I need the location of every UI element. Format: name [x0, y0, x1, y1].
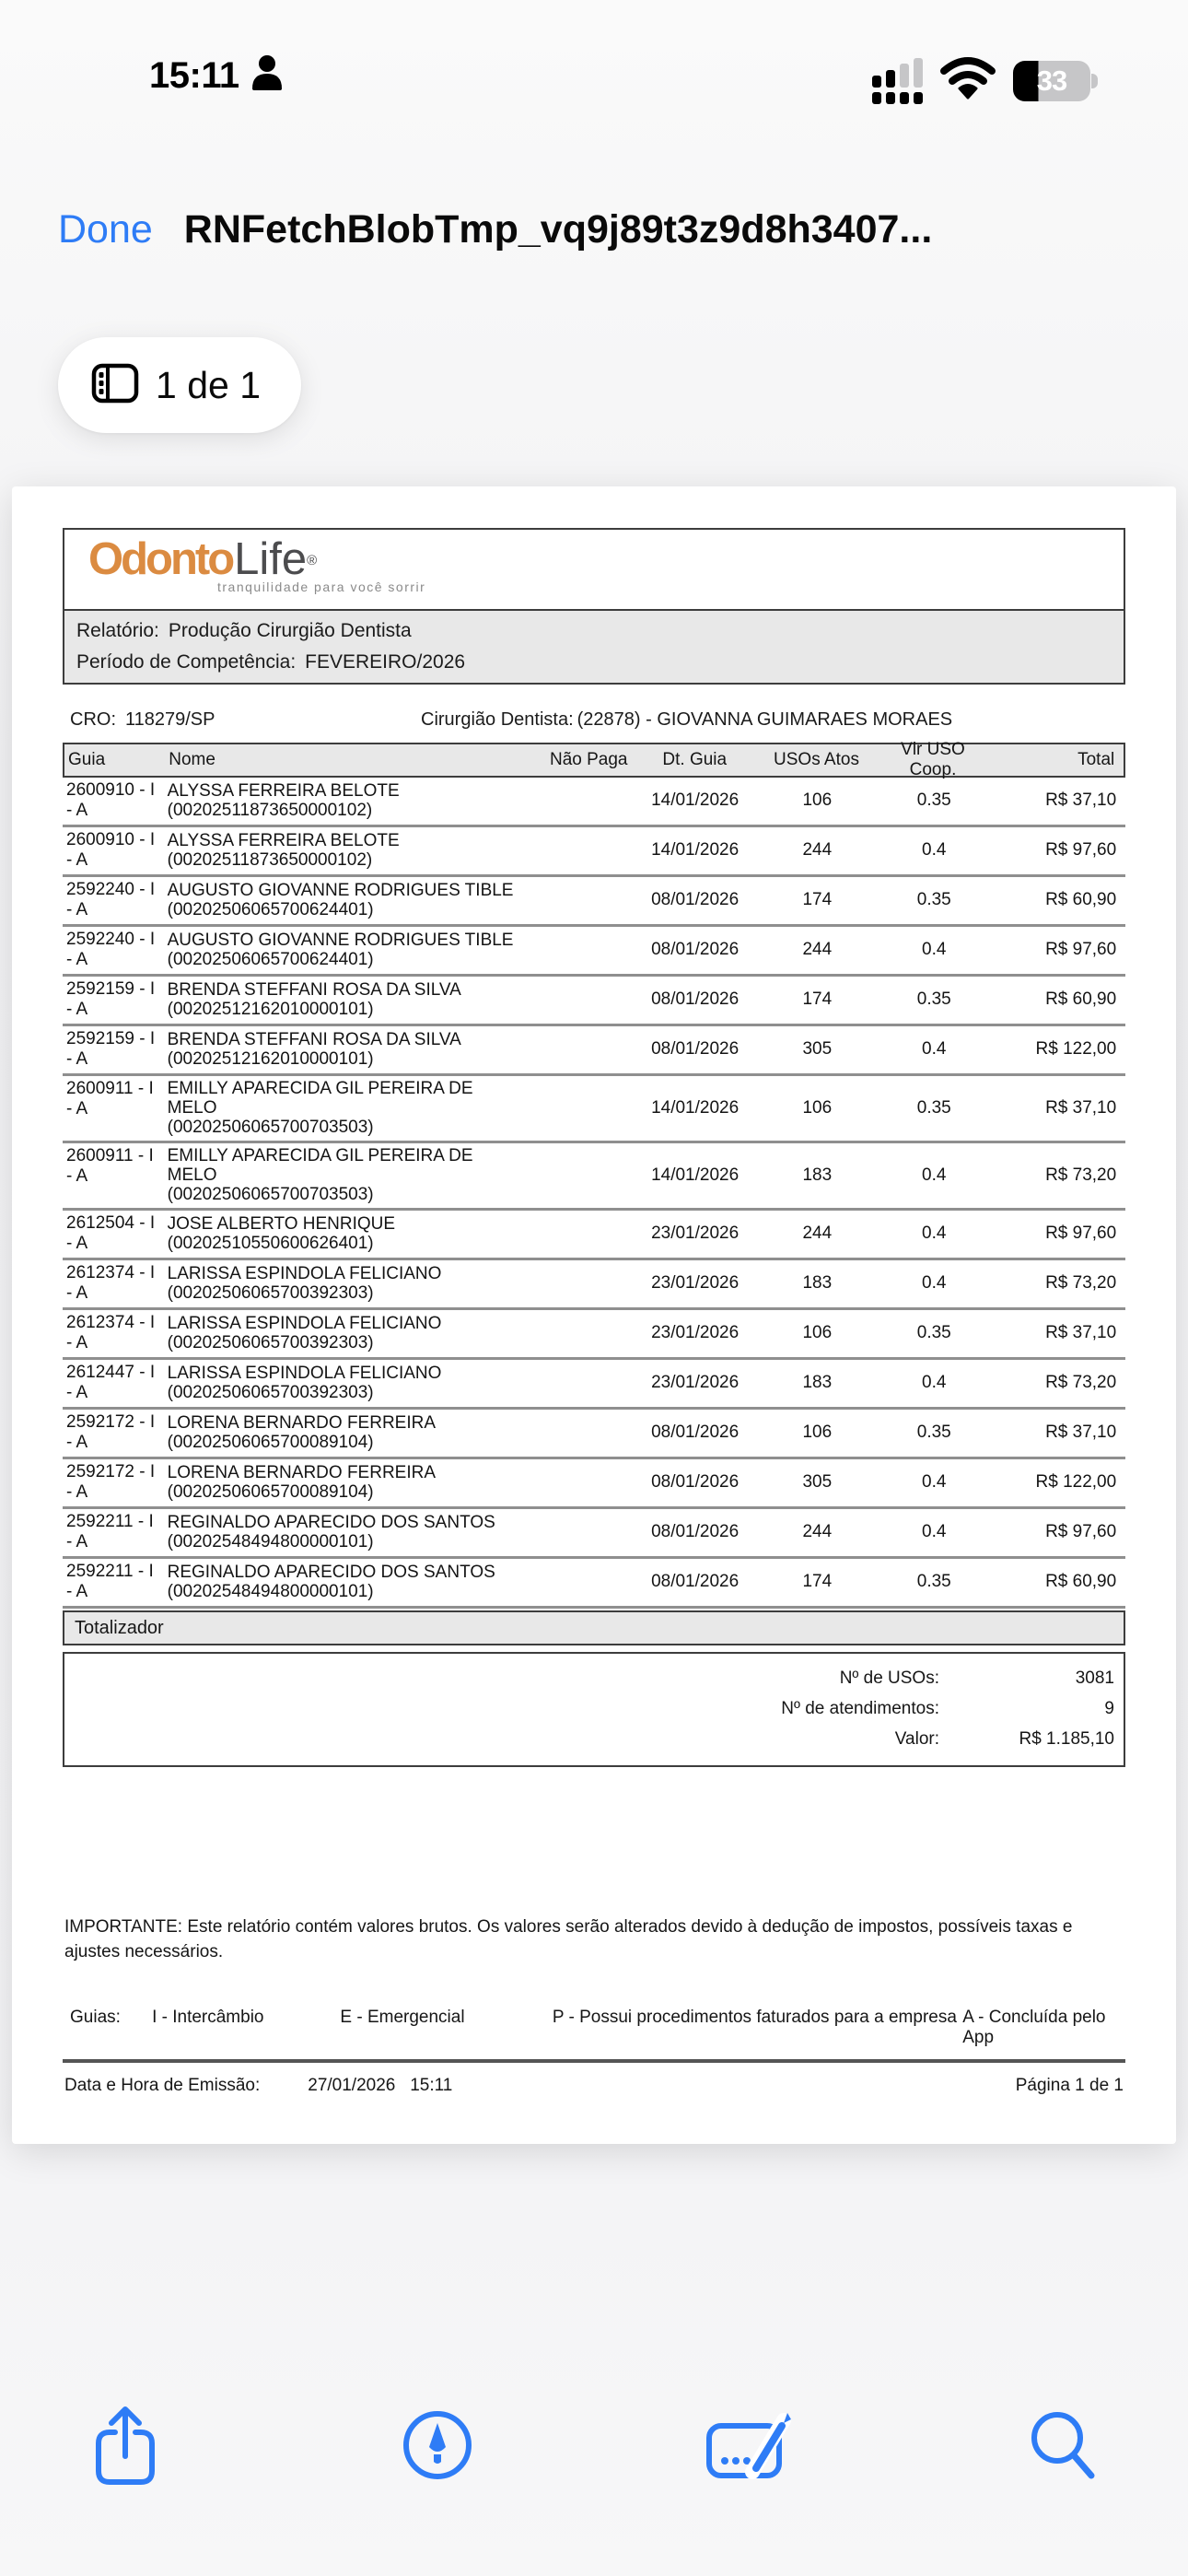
legend-item: I - Intercâmbio: [152, 2008, 264, 2027]
cell-total: R$ 73,20: [1045, 1273, 1117, 1293]
document-title: RNFetchBlobTmp_vq9j89t3z9d8h3407...: [183, 206, 933, 252]
cell-usos-atos: 174: [802, 890, 833, 909]
totalizador-header: Totalizador: [63, 1610, 1125, 1645]
cell-guia: 2592172 - I - A: [66, 1412, 156, 1452]
cell-total: R$ 60,90: [1045, 890, 1117, 909]
cell-guia: 2592240 - I - A: [66, 930, 156, 969]
cell-total: R$ 122,00: [1035, 1039, 1117, 1059]
table-row: [63, 1410, 1125, 1459]
cell-usos-atos: 174: [802, 989, 833, 1009]
table-row: [63, 1509, 1125, 1559]
pdf-logo-box: [63, 528, 1125, 611]
cell-usos-atos: 106: [802, 790, 833, 810]
cell-nome: AUGUSTO GIOVANNE RODRIGUES TIBLE (00202506065700624401): [167, 881, 514, 919]
page-number: Página 1 de 1: [1015, 2076, 1124, 2095]
cell-dt-guia: 14/01/2026: [651, 840, 740, 860]
markup-pen-icon: [401, 2408, 474, 2487]
search-icon: [1027, 2407, 1099, 2488]
table-row: [63, 1360, 1125, 1410]
nav-bar: [0, 197, 1188, 262]
cell-usos-atos: 244: [802, 840, 833, 860]
cell-nome: LARISSA ESPINDOLA FELICIANO (00202506065700392303): [167, 1264, 442, 1303]
total-line: [74, 1663, 1114, 1693]
cell-total: R$ 97,60: [1045, 1224, 1117, 1243]
cell-dt-guia: 14/01/2026: [651, 1165, 740, 1185]
cell-usos-atos: 244: [802, 1522, 833, 1541]
share-button[interactable]: [81, 2403, 169, 2491]
legend-item: E - Emergencial: [340, 2008, 465, 2027]
col-header-vlr: Vlr USO Coop.: [901, 740, 965, 779]
cell-total: R$ 97,60: [1045, 940, 1117, 959]
cell-nome: EMILLY APARECIDA GIL PEREIRA DE MELO (00202506065700703503): [167, 1079, 473, 1137]
total-label: Nº de USOs:: [839, 1668, 939, 1688]
cell-guia: 2592240 - I - A: [66, 880, 156, 919]
table-row: [63, 1026, 1125, 1076]
col-header-guia: Guia: [68, 750, 106, 769]
status-bar: [0, 0, 1188, 111]
status-time: 15:11: [149, 55, 239, 96]
bottom-toolbar: [0, 2403, 1188, 2491]
emission-label: Data e Hora de Emissão:: [64, 2076, 261, 2095]
pdf-page: [12, 486, 1176, 2144]
total-value: 9: [1104, 1698, 1114, 1718]
cell-nome: ALYSSA FERREIRA BELOTE (00202511873650000102): [167, 781, 400, 820]
cell-total: R$ 73,20: [1045, 1165, 1117, 1185]
guias-legend: [63, 2008, 1125, 2048]
cell-dt-guia: 08/01/2026: [651, 890, 740, 909]
col-header-nome: Nome: [169, 750, 215, 769]
wifi-icon: [939, 57, 996, 104]
cell-guia: 2612447 - I - A: [66, 1363, 156, 1402]
cell-guia: 2600910 - I - A: [66, 830, 156, 870]
form-fill-button[interactable]: [706, 2403, 795, 2491]
table-row: [63, 1143, 1125, 1211]
form-signature-icon: [705, 2407, 797, 2488]
cell-nome: LARISSA ESPINDOLA FELICIANO (00202506065700392303): [167, 1364, 442, 1402]
legend-item: A - Concluída pelo App: [962, 2008, 1106, 2047]
cell-guia: 2612374 - I - A: [66, 1313, 156, 1352]
odontolife-logo: Odonto Life ®: [88, 534, 318, 584]
cell-total: R$ 37,10: [1045, 790, 1117, 810]
cro-dentist-line: CRO: 118279/SP Cirurgião Dentista: (22878) - GIOVANNA GUIMARAES MORAES: [70, 709, 953, 730]
battery-percent: 33: [1036, 64, 1067, 97]
cell-usos-atos: 183: [802, 1373, 833, 1392]
search-button[interactable]: [1019, 2403, 1107, 2491]
cell-vlr-uso-coop: 0.35: [916, 989, 951, 1009]
cell-guia: 2600911 - I - A: [66, 1079, 154, 1118]
cell-total: R$ 60,90: [1045, 1572, 1117, 1591]
cell-nome: REGINALDO APARECIDO DOS SANTOS (00202548494800000101): [167, 1513, 495, 1551]
cell-dt-guia: 08/01/2026: [651, 989, 740, 1009]
cell-dt-guia: 08/01/2026: [651, 1572, 740, 1591]
table-row: [63, 1459, 1125, 1509]
focus-person-icon: [249, 53, 285, 99]
cell-vlr-uso-coop: 0.4: [922, 1472, 947, 1492]
cell-vlr-uso-coop: 0.4: [922, 1522, 947, 1541]
cell-vlr-uso-coop: 0.35: [916, 890, 951, 909]
cell-dt-guia: 23/01/2026: [651, 1323, 740, 1342]
cell-dt-guia: 14/01/2026: [651, 790, 740, 810]
cell-vlr-uso-coop: 0.35: [916, 1423, 951, 1442]
cell-dt-guia: 08/01/2026: [651, 940, 740, 959]
cell-usos-atos: 106: [802, 1097, 833, 1118]
cell-vlr-uso-coop: 0.4: [922, 1373, 947, 1392]
table-body: [63, 778, 1125, 1609]
cell-vlr-uso-coop: 0.4: [922, 1224, 947, 1243]
cell-guia: 2592159 - I - A: [66, 979, 156, 1019]
cell-vlr-uso-coop: 0.35: [916, 1572, 951, 1591]
cell-guia: 2612374 - I - A: [66, 1263, 156, 1303]
cell-nome: LORENA BERNARDO FERREIRA (00202506065700089104): [167, 1413, 435, 1452]
cell-nome: AUGUSTO GIOVANNE RODRIGUES TIBLE (00202506065700624401): [167, 931, 514, 969]
cell-vlr-uso-coop: 0.4: [922, 940, 947, 959]
cell-nome: REGINALDO APARECIDO DOS SANTOS (00202548494800000101): [167, 1563, 495, 1601]
cell-vlr-uso-coop: 0.4: [922, 1165, 947, 1185]
logo-tagline: tranquilidade para você sorrir: [217, 580, 426, 594]
table-row: [63, 1310, 1125, 1360]
cell-vlr-uso-coop: 0.4: [922, 1273, 947, 1293]
col-header-naopaga: Não Paga: [549, 750, 628, 769]
cell-nome: EMILLY APARECIDA GIL PEREIRA DE MELO (00202506065700703503): [167, 1146, 473, 1204]
total-value: 3081: [1075, 1668, 1114, 1688]
total-label: Nº de atendimentos:: [781, 1698, 939, 1718]
legend-divider: [63, 2059, 1125, 2063]
cell-usos-atos: 174: [802, 1572, 833, 1591]
important-note: IMPORTANTE: Este relatório contém valores brutos. Os valores serão alterados devido à dedução de impostos, possíveis taxas e ajustes necessários.: [64, 1917, 1073, 1961]
cell-guia: 2592172 - I - A: [66, 1462, 156, 1502]
cell-dt-guia: 08/01/2026: [651, 1472, 740, 1492]
cell-total: R$ 97,60: [1045, 840, 1117, 860]
table-row: [63, 1076, 1125, 1143]
table-row: [63, 877, 1125, 927]
cell-nome: BRENDA STEFFANI ROSA DA SILVA (00202512162010000101): [167, 980, 461, 1019]
emission-datetime: 27/01/2026 15:11: [308, 2076, 453, 2095]
cell-nome: BRENDA STEFFANI ROSA DA SILVA (00202512162010000101): [167, 1030, 461, 1069]
cell-guia: 2592211 - I - A: [66, 1512, 154, 1551]
legend-label: Guias:: [70, 2008, 121, 2027]
cell-usos-atos: 183: [802, 1165, 833, 1185]
table-row: [63, 1260, 1125, 1310]
battery-icon: [1013, 61, 1098, 101]
emission-line: [63, 2076, 1125, 2096]
cell-vlr-uso-coop: 0.4: [922, 840, 947, 860]
total-line: [74, 1693, 1114, 1724]
cell-dt-guia: 23/01/2026: [651, 1373, 740, 1392]
table-row: [63, 778, 1125, 827]
cell-nome: LARISSA ESPINDOLA FELICIANO (00202506065700392303): [167, 1314, 442, 1352]
cell-usos-atos: 183: [802, 1273, 833, 1293]
cell-guia: 2600911 - I - A: [66, 1146, 154, 1186]
cell-vlr-uso-coop: 0.35: [916, 1323, 951, 1342]
table-header: [63, 740, 1125, 779]
cell-total: R$ 37,10: [1045, 1323, 1117, 1342]
table-row: [63, 827, 1125, 877]
report-line: Relatório: Produção Cirurgião Dentista: [76, 620, 412, 641]
col-header-usos: USOs Atos: [774, 750, 859, 769]
cell-total: R$ 37,10: [1045, 1423, 1117, 1442]
cell-guia: 2600910 - I - A: [66, 780, 156, 820]
cell-dt-guia: 08/01/2026: [651, 1522, 740, 1541]
table-row: [63, 1211, 1125, 1260]
done-button[interactable]: Done: [58, 206, 153, 252]
table-row: [63, 977, 1125, 1026]
page-indicator-label: 1 de 1: [156, 363, 261, 406]
totals-box: [63, 1652, 1125, 1767]
cell-usos-atos: 244: [802, 1224, 833, 1243]
legend-item: P - Possui procedimentos faturados para a empresa: [552, 2008, 957, 2027]
cell-usos-atos: 106: [802, 1423, 833, 1442]
cell-vlr-uso-coop: 0.4: [922, 1039, 947, 1059]
cell-guia: 2592159 - I - A: [66, 1029, 156, 1069]
cell-guia: 2592211 - I - A: [66, 1562, 154, 1601]
cell-total: R$ 37,10: [1045, 1097, 1117, 1118]
cellular-signal-icon: [872, 58, 923, 104]
cell-dt-guia: 08/01/2026: [651, 1423, 740, 1442]
cell-total: R$ 60,90: [1045, 989, 1117, 1009]
cell-usos-atos: 244: [802, 940, 833, 959]
total-label: Valor:: [894, 1728, 939, 1749]
markup-button[interactable]: [393, 2403, 482, 2491]
cell-dt-guia: 23/01/2026: [651, 1273, 740, 1293]
cell-total: R$ 122,00: [1035, 1472, 1117, 1492]
total-value: R$ 1.185,10: [1019, 1728, 1114, 1749]
table-row: [63, 927, 1125, 977]
cell-nome: JOSE ALBERTO HENRIQUE (00202510550600626401): [167, 1214, 396, 1253]
share-icon: [93, 2403, 157, 2492]
cell-usos-atos: 106: [802, 1323, 833, 1342]
cell-nome: ALYSSA FERREIRA BELOTE (00202511873650000102): [167, 831, 400, 870]
cell-guia: 2612504 - I - A: [66, 1213, 156, 1253]
table-row: [63, 1559, 1125, 1609]
total-line: [74, 1724, 1114, 1754]
page-thumbnails-chip[interactable]: [58, 337, 301, 433]
cell-vlr-uso-coop: 0.35: [916, 1097, 951, 1118]
cell-dt-guia: 23/01/2026: [651, 1224, 740, 1243]
col-header-dtguia: Dt. Guia: [662, 750, 728, 769]
cell-vlr-uso-coop: 0.35: [916, 790, 951, 810]
cell-usos-atos: 305: [802, 1472, 833, 1492]
cell-nome: LORENA BERNARDO FERREIRA (00202506065700089104): [167, 1463, 435, 1502]
cell-usos-atos: 305: [802, 1039, 833, 1059]
cell-total: R$ 73,20: [1045, 1373, 1117, 1392]
cell-total: R$ 97,60: [1045, 1522, 1117, 1541]
col-header-total: Total: [1077, 750, 1115, 769]
cell-dt-guia: 08/01/2026: [651, 1039, 740, 1059]
period-line: Período de Competência: FEVEREIRO/2026: [76, 651, 466, 673]
report-info-box: [63, 609, 1125, 685]
page-sidebar-icon: [91, 362, 139, 409]
cell-dt-guia: 14/01/2026: [651, 1097, 740, 1118]
